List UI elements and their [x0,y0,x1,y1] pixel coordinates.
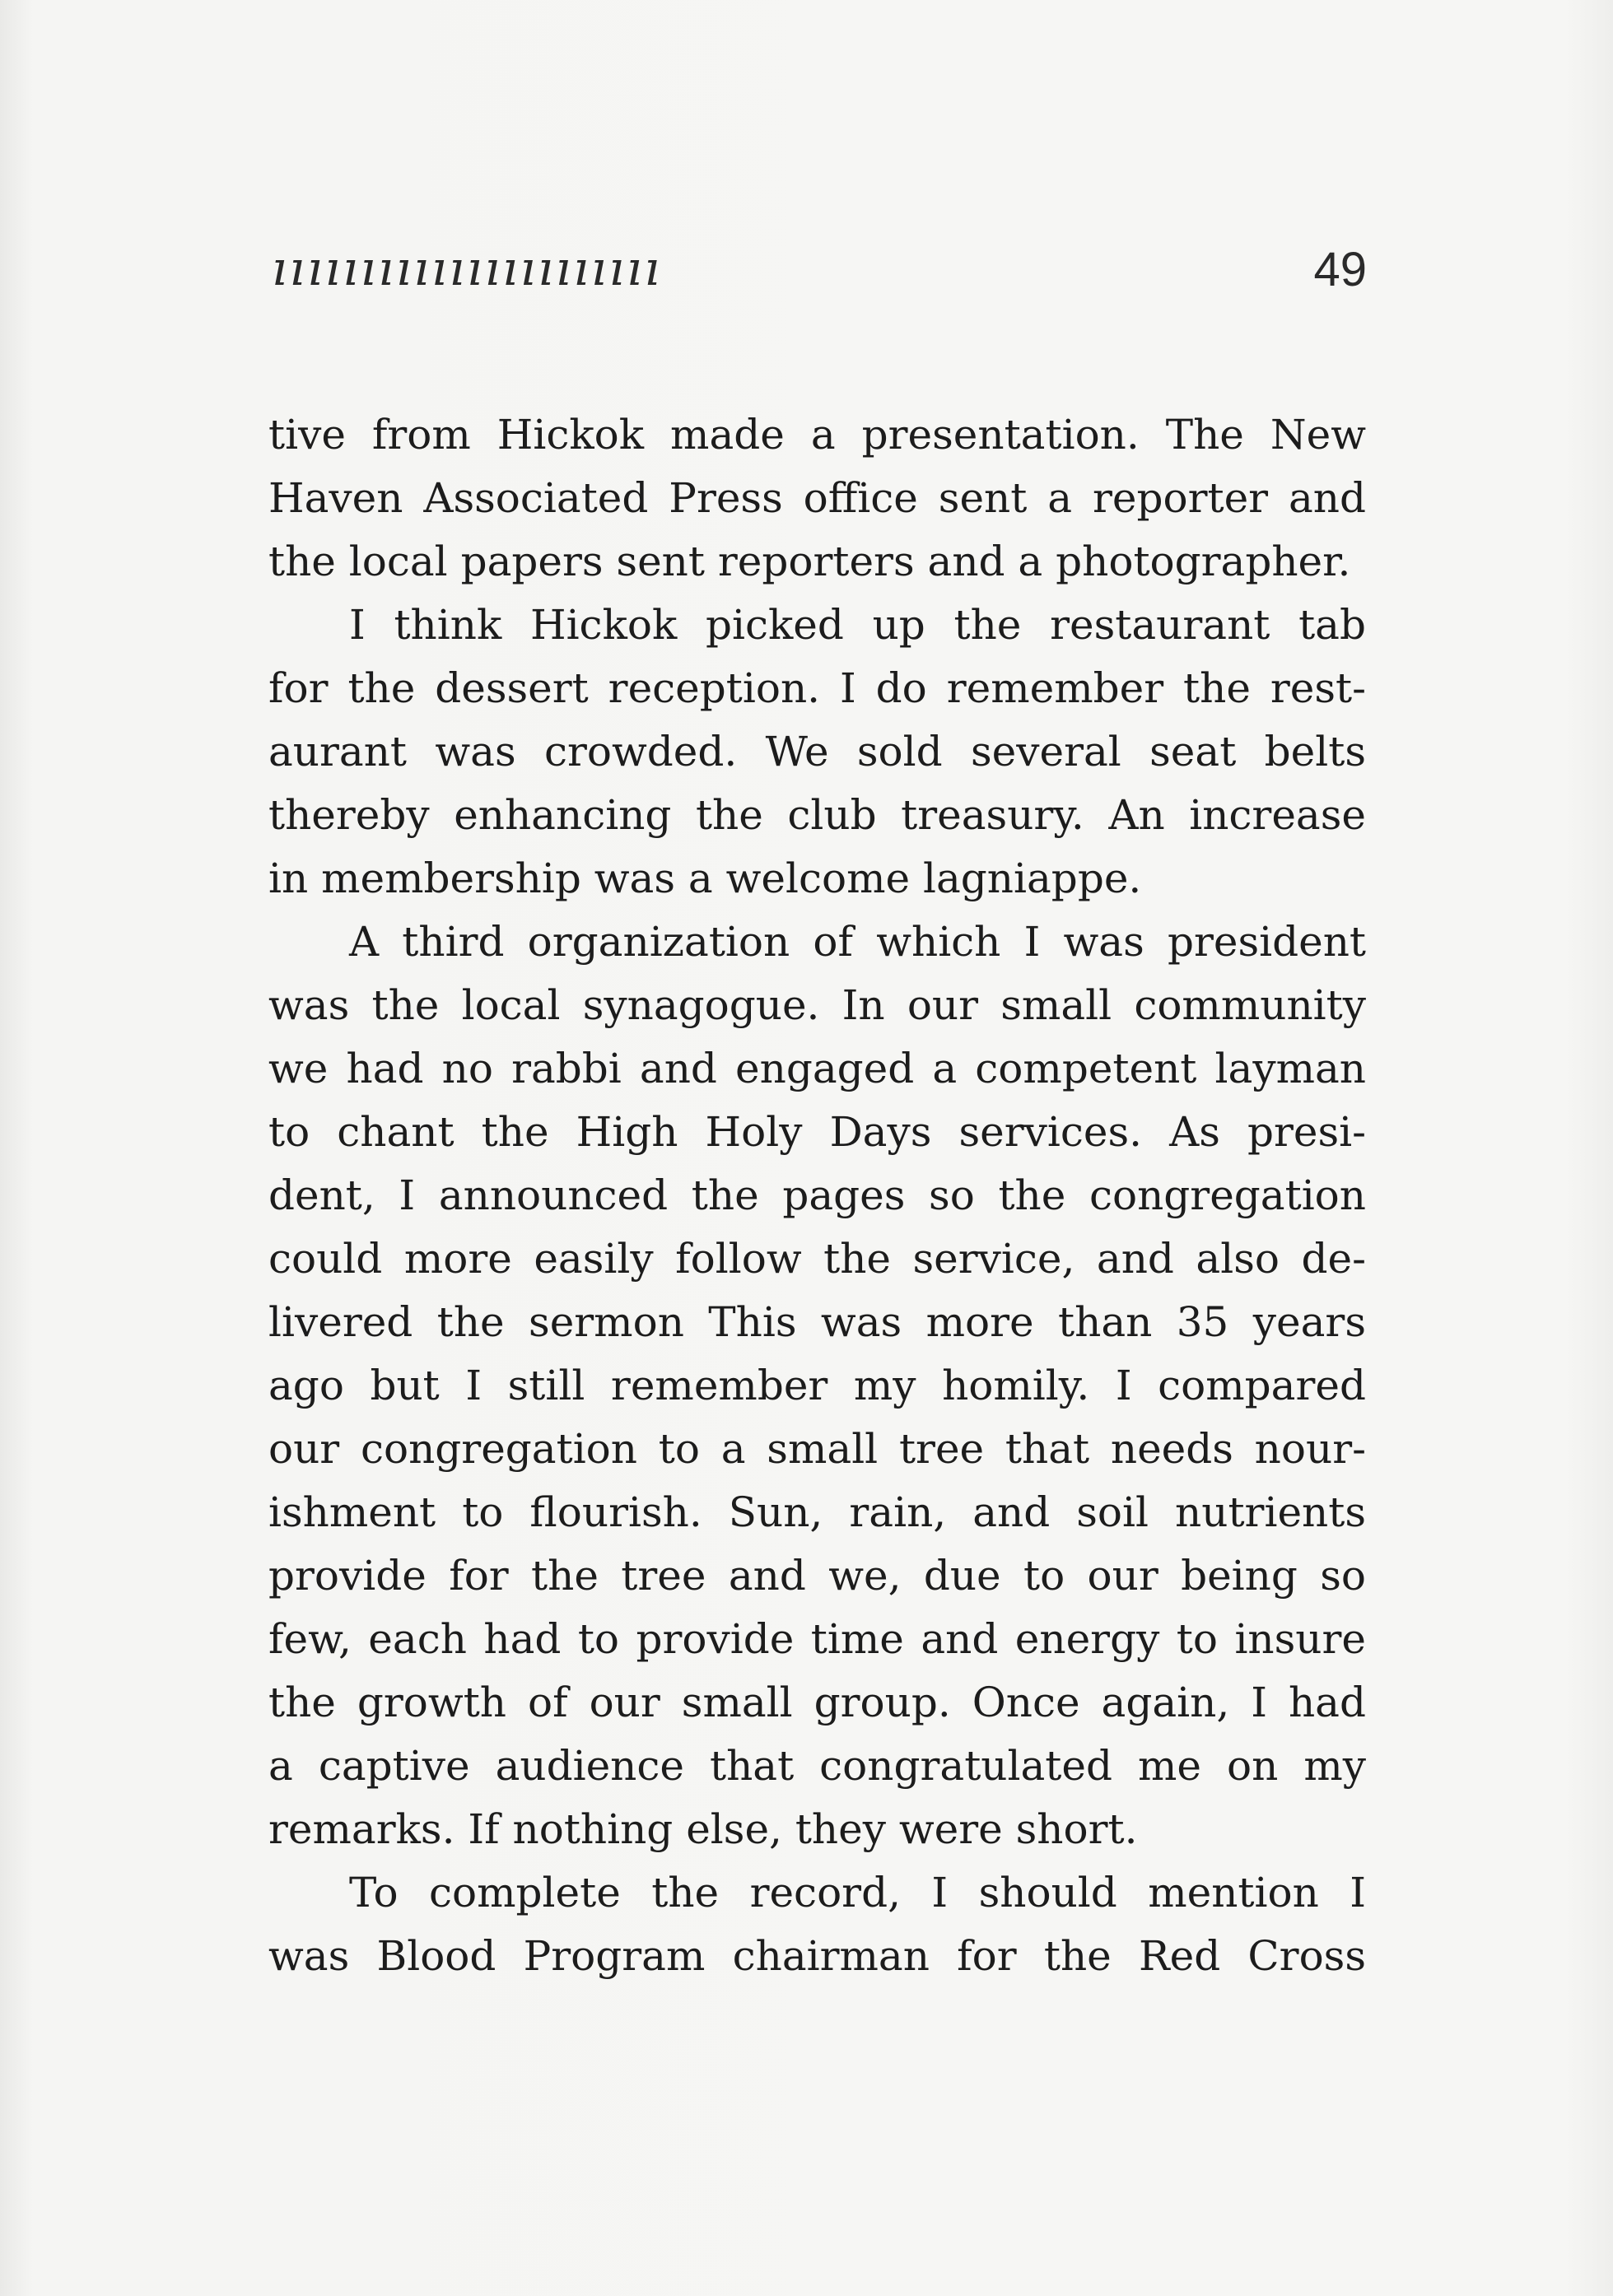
text-line: few, each had to provide time and energy to insure [268,1615,1366,1663]
text-line: in membership was a welcome lagniappe. [268,855,1142,902]
text-line: a captive audience that congratulated me on my [268,1742,1366,1790]
text-line: Haven Associated Press office sent a reporter and [268,474,1366,522]
text-line: livered the sermon This was more than 35 years [268,1298,1366,1346]
text-line: was the local synagogue. In our small community [268,981,1366,1029]
text-line: ago but I still remember my homily. I compared [268,1362,1366,1409]
text-line: to chant the High Holy Days services. As presi- [268,1108,1366,1156]
text-line: the growth of our small group. Once again, I had [268,1679,1366,1726]
text-line: for the dessert reception. I do remember the rest- [268,664,1366,712]
body-text [268,403,1366,1988]
page-number: 49 [1313,243,1367,296]
text-line: dent, I announced the pages so the congregation [268,1171,1366,1219]
text-line: our congregation to a small tree that needs nour- [268,1425,1366,1473]
text-line: I think Hickok picked up the restaurant tab [349,601,1366,649]
running-header [272,240,1367,306]
text-line: A third organization of which I was president [349,918,1366,966]
text-line: remarks. If nothing else, they were short. [268,1805,1138,1853]
text-line: provide for the tree and we, due to our being so [268,1552,1366,1600]
text-line: the local papers sent reporters and a photographer. [268,538,1351,585]
text-line: To complete the record, I should mention I [349,1869,1366,1916]
text-line: aurant was crowded. We sold several seat belts [268,728,1366,775]
header-ornament: ıııııııııııııııııııııı [272,240,663,296]
text-line: could more easily follow the service, and also de- [268,1235,1366,1283]
text-line: we had no rabbi and engaged a competent layman [268,1045,1366,1092]
text-line: thereby enhancing the club treasury. An increase [268,791,1366,839]
text-line: ishment to flourish. Sun, rain, and soil nutrients [268,1488,1366,1536]
text-line: was Blood Program chairman for the Red Cross [268,1932,1366,1980]
text-line: tive from Hickok made a presentation. The New [268,411,1366,459]
